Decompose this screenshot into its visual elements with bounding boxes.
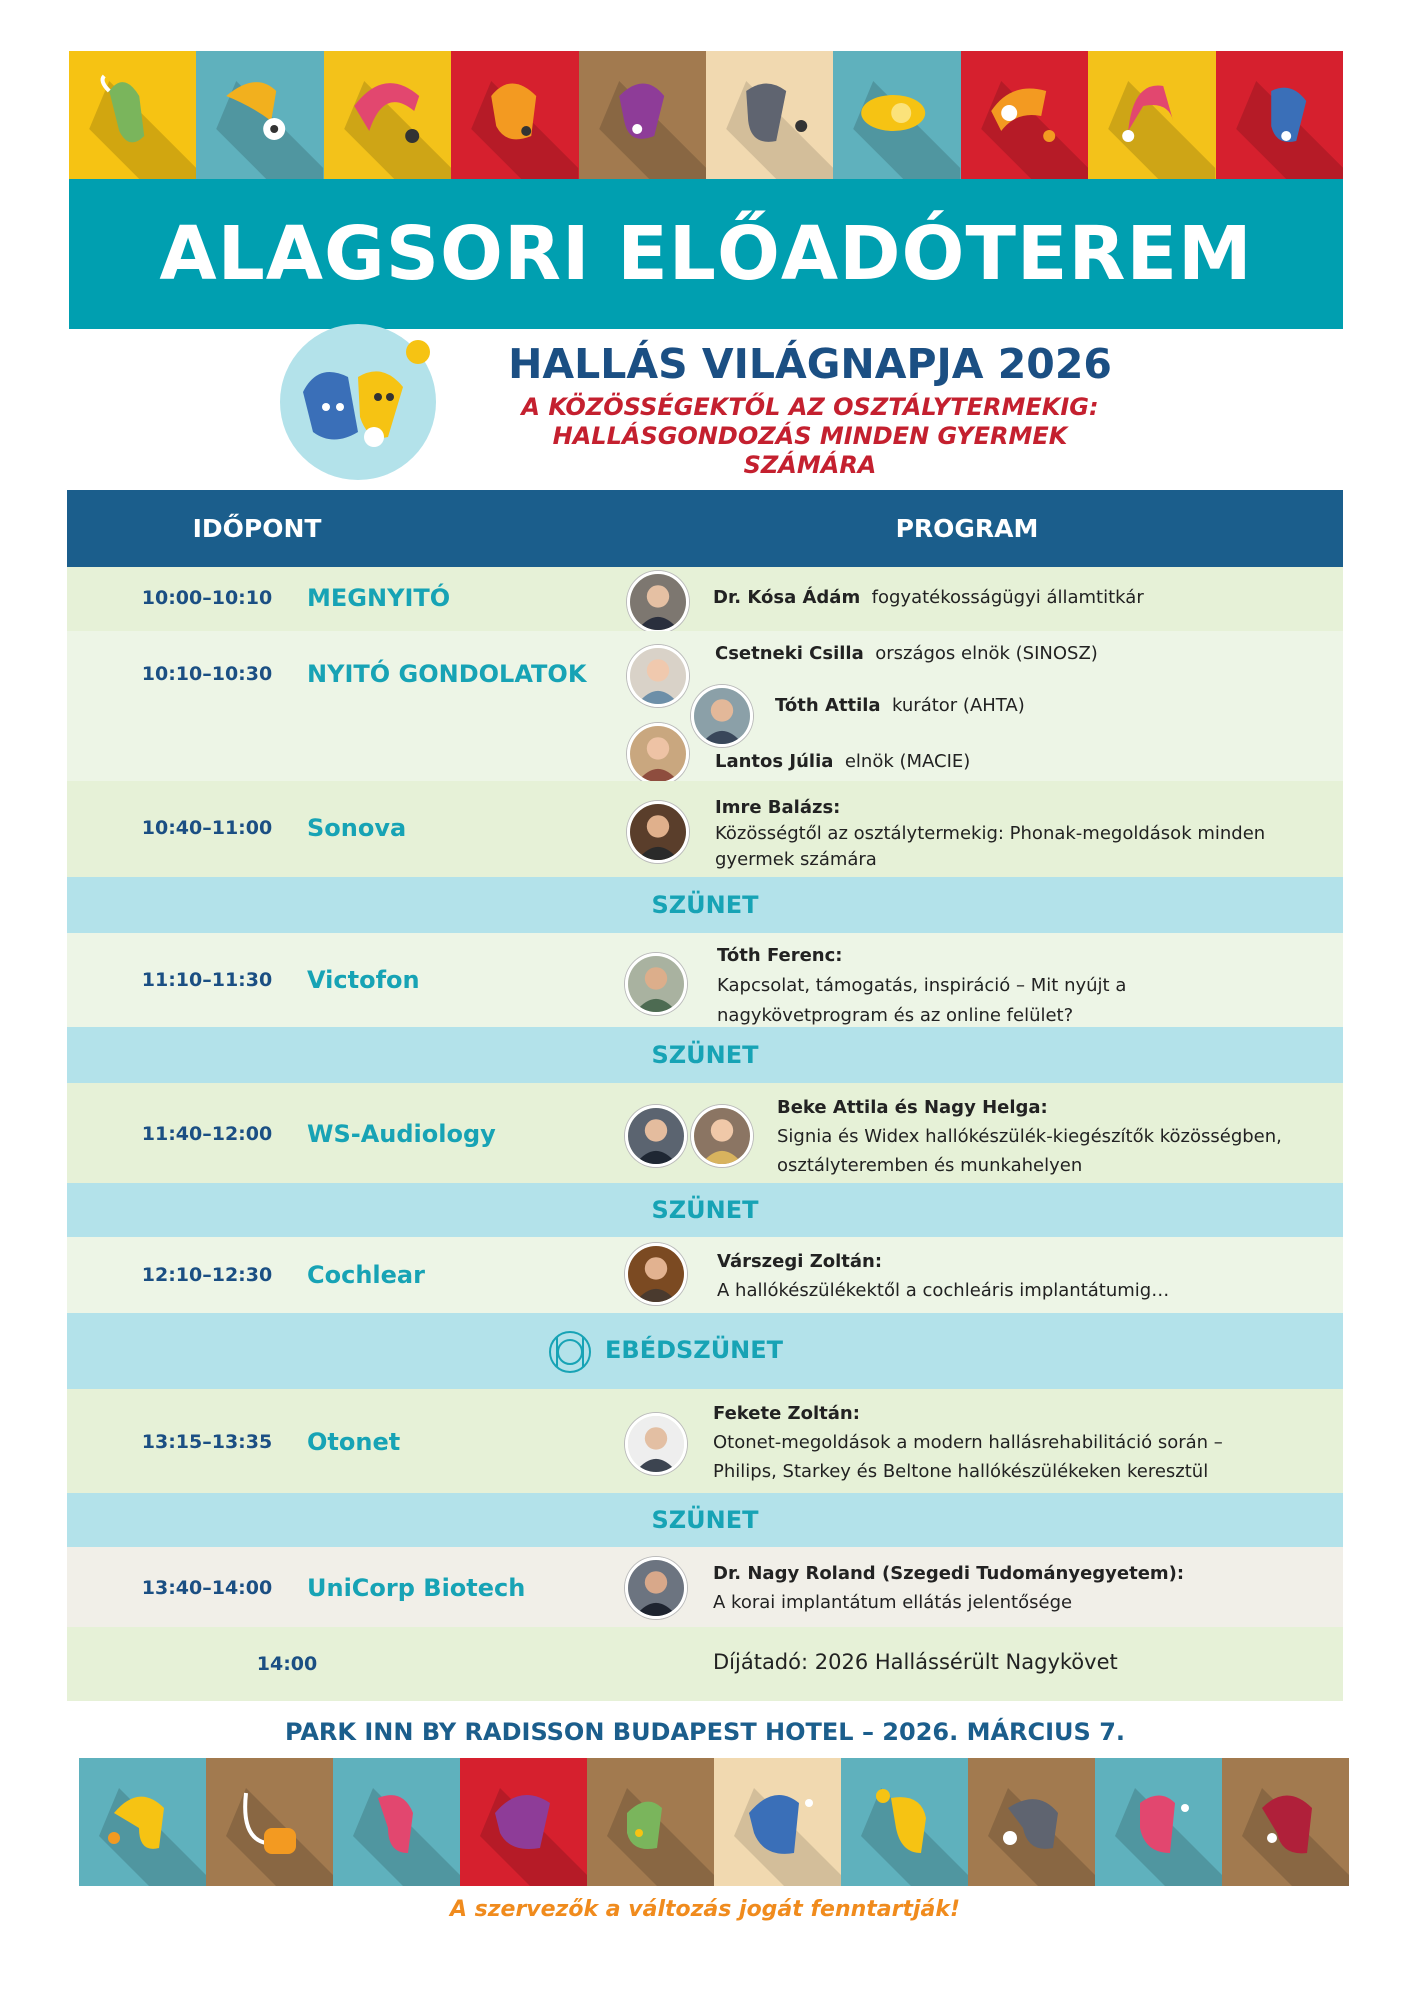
speaker-name: Várszegi Zoltán:: [717, 1251, 883, 1272]
speaker-photo: [625, 1105, 687, 1167]
speaker-entry: [775, 693, 1025, 719]
hearing-aid-icon: [79, 1758, 206, 1886]
event-subtitle: [470, 393, 1150, 480]
speaker-role: országos elnök (SINOSZ): [875, 643, 1098, 664]
hearing-aid-icon: [333, 1758, 460, 1886]
talk-title: Kapcsolat, támogatás, inspiráció – Mit nyújt a nagykövetprogram és az online felület?: [717, 975, 1127, 1026]
break-row: [67, 1027, 1343, 1083]
award-ceremony: Díjátadó: 2026 Hallássérült Nagykövet: [713, 1650, 1118, 1674]
row-section: NYITÓ GONDOLATOK: [307, 660, 587, 688]
lunch-break-row: [67, 1313, 1343, 1389]
column-header-program: PROGRAM: [895, 514, 1039, 543]
speaker-name: Fekete Zoltán:: [713, 1403, 860, 1424]
schedule-row: [67, 1627, 1343, 1701]
row-section: Victofon: [307, 966, 420, 994]
break-row: [67, 877, 1343, 933]
hearing-aid-icon: [579, 51, 706, 179]
hearing-aid-characters-icon: [278, 322, 438, 482]
speaker-entry: [715, 795, 1315, 873]
hearing-aid-icon: [833, 51, 960, 179]
break-label: SZÜNET: [651, 1506, 759, 1534]
speaker-entry: [713, 585, 1144, 611]
event-title: HALLÁS VILÁGNAPJA 2026: [508, 340, 1112, 388]
speaker-name: Lantos Júlia: [715, 751, 834, 772]
row-time: 14:00: [256, 1653, 318, 1675]
speaker-photo: [627, 723, 689, 785]
speaker-photo: [625, 953, 687, 1015]
talk-title: Otonet-megoldások a modern hallásrehabilitáció során – Philips, Starkey és Beltone hallókészülékeken keresztül: [713, 1432, 1223, 1482]
speaker-photo: [627, 801, 689, 863]
hearing-aid-icon: [206, 1758, 333, 1886]
speaker-name: Csetneki Csilla: [715, 643, 864, 664]
hearing-aid-icon: [196, 51, 323, 179]
speaker-role: kurátor (AHTA): [892, 695, 1025, 716]
row-section: Otonet: [307, 1428, 401, 1456]
hearing-aid-icon: [1088, 51, 1215, 179]
break-label: SZÜNET: [651, 891, 759, 919]
speaker-photo: [627, 571, 689, 633]
row-section: Sonova: [307, 814, 407, 842]
schedule-table-header: [67, 490, 1343, 567]
disclaimer: A szervezők a változás jogát fenntartják!: [449, 1897, 961, 1922]
schedule-row: [67, 631, 1343, 781]
hearing-aid-icon: [1222, 1758, 1349, 1886]
speaker-name: Dr. Kósa Ádám: [713, 587, 861, 608]
break-label: SZÜNET: [651, 1041, 759, 1069]
schedule-row: [67, 933, 1343, 1027]
room-title: ALAGSORI ELŐADÓTEREM: [159, 211, 1253, 297]
speaker-name: Dr. Nagy Roland (Szegedi Tudományegyetem):: [713, 1563, 1185, 1584]
schedule-row: [67, 567, 1343, 631]
row-time: 11:40–12:00: [141, 1123, 273, 1145]
speaker-entry: [717, 941, 1157, 1031]
speaker-entry: [777, 1093, 1337, 1180]
speaker-photo: [625, 1243, 687, 1305]
speaker-name: Beke Attila és Nagy Helga:: [777, 1097, 1048, 1118]
speaker-name: Imre Balázs:: [715, 797, 841, 818]
hearing-aid-icon: [324, 51, 451, 179]
speaker-name: Tóth Ferenc:: [717, 945, 843, 966]
bottom-hearing-aid-strip: [79, 1758, 1349, 1886]
row-section: Cochlear: [307, 1261, 425, 1289]
row-time: 10:10–10:30: [141, 663, 273, 685]
schedule-row: [67, 1237, 1343, 1313]
hearing-aid-icon: [714, 1758, 841, 1886]
hearing-aid-icon: [841, 1758, 968, 1886]
schedule-row: [67, 1547, 1343, 1627]
speaker-role: fogyatékosságügyi államtitkár: [871, 587, 1144, 608]
plate-cutlery-icon: [547, 1329, 593, 1375]
hearing-aid-icon: [451, 51, 578, 179]
speaker-photo: [625, 1557, 687, 1619]
speaker-photo: [627, 645, 689, 707]
hearing-aid-icon: [587, 1758, 714, 1886]
event-subtitle-line: HALLÁSGONDOZÁS MINDEN GYERMEK: [552, 422, 1068, 450]
schedule-row: [67, 1389, 1343, 1493]
hearing-aid-icon: [1216, 51, 1343, 179]
speaker-photo: [691, 685, 753, 747]
speaker-entry: [715, 641, 1098, 667]
row-section: WS-Audiology: [307, 1120, 496, 1148]
speaker-name: Tóth Attila: [775, 695, 881, 716]
break-row: [67, 1183, 1343, 1237]
schedule-row: [67, 781, 1343, 877]
speaker-role: elnök (MACIE): [844, 751, 971, 772]
row-time: 13:40–14:00: [141, 1577, 273, 1599]
row-time: 10:40–11:00: [141, 817, 273, 839]
speaker-entry: [715, 749, 970, 775]
hearing-aid-icon: [460, 1758, 587, 1886]
row-section: MEGNYITÓ: [307, 584, 451, 612]
hearing-aid-icon: [961, 51, 1088, 179]
row-time: 12:10–12:30: [141, 1264, 273, 1286]
top-hearing-aid-strip: [69, 51, 1343, 179]
row-section: UniCorp Biotech: [307, 1574, 526, 1602]
talk-title: Signia és Widex hallókészülék-kiegészítők közösségben, osztályteremben és munkahelyen: [777, 1126, 1282, 1176]
hearing-aid-icon: [69, 51, 196, 179]
speaker-entry: [713, 1559, 1313, 1617]
column-header-time: IDŐPONT: [192, 514, 322, 543]
event-subtitle-line: A KÖZÖSSÉGEKTŐL AZ OSZTÁLYTERMEKIG:: [521, 393, 1099, 421]
speaker-photo: [625, 1413, 687, 1475]
hearing-aid-icon: [1095, 1758, 1222, 1886]
room-title-bar: [69, 179, 1343, 329]
speaker-photo: [691, 1105, 753, 1167]
break-row: [67, 1493, 1343, 1547]
schedule-row: [67, 1083, 1343, 1183]
break-label: SZÜNET: [651, 1196, 759, 1224]
hearing-aid-icon: [968, 1758, 1095, 1886]
break-label: EBÉDSZÜNET: [605, 1336, 784, 1364]
talk-title: A korai implantátum ellátás jelentősége: [713, 1592, 1073, 1613]
talk-title: A hallókészülékektől a cochleáris implantátumig…: [717, 1280, 1170, 1301]
event-subtitle-line: SZÁMÁRA: [743, 451, 877, 479]
talk-title: Közösségtől az osztálytermekig: Phonak-megoldások minden gyermek számára: [715, 823, 1266, 870]
row-time: 11:10–11:30: [141, 969, 273, 991]
venue-line: PARK INN BY RADISSON BUDAPEST HOTEL – 2026. MÁRCIUS 7.: [284, 1718, 1126, 1746]
speaker-entry: [717, 1247, 1237, 1305]
row-time: 13:15–13:35: [141, 1431, 273, 1453]
speaker-entry: [713, 1399, 1273, 1486]
hearing-aid-icon: [706, 51, 833, 179]
row-time: 10:00–10:10: [141, 587, 273, 609]
